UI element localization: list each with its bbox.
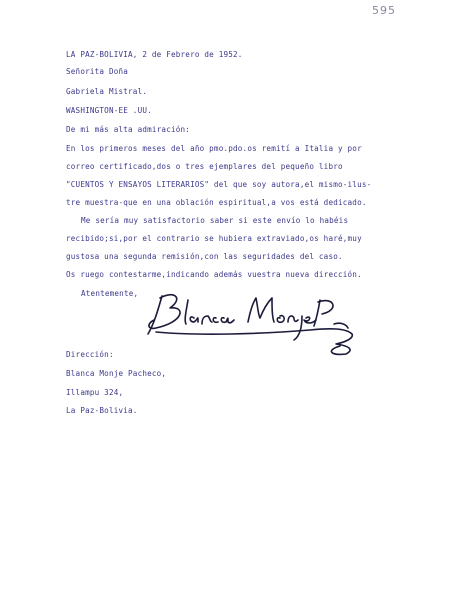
body-line: tre muestra-que en una oblación espiritual,a vos está dedicado. xyxy=(66,198,367,207)
address-line: La Paz-Bolivia. xyxy=(66,406,138,415)
date-line: LA PAZ-BOLIVIA, 2 de Febrero de 1952. xyxy=(66,50,243,59)
body-line: gustosa una segunda remisión,con las seguridades del caso. xyxy=(66,252,343,261)
body-line: Me sería muy satisfactorio saber si este envío lo habéis xyxy=(81,216,349,225)
closing: Atentemente, xyxy=(81,289,139,298)
recipient-location: WASHINGTON-EE .UU. xyxy=(66,106,152,115)
body-line: recibido;si,por el contrario se hubiera extraviado,os haré,muy xyxy=(66,234,362,243)
address-label: Dirección: xyxy=(66,350,114,359)
body-line: correo certificado,dos o tres ejemplares del pequeño libro xyxy=(66,162,343,171)
archive-number-annotation: 595 xyxy=(372,4,396,17)
greeting: De mi más alta admiración: xyxy=(66,125,191,134)
address-line: Illampu 324, xyxy=(66,388,124,397)
body-line: Os ruego contestarme,indicando además vuestra nueva dirección. xyxy=(66,270,362,279)
body-line: "CUENTOS Y ENSAYOS LITERARIOS" del que soy autora,el mismo-ilus- xyxy=(66,180,372,189)
recipient-name: Gabriela Mistral. xyxy=(66,87,148,96)
handwritten-signature xyxy=(140,288,360,358)
body-line: En los primeros meses del año pmo.pdo.os remití a Italia y por xyxy=(66,144,362,153)
salutation-title: Señorita Doña xyxy=(66,67,129,76)
address-line: Blanca Monje Pacheco, xyxy=(66,369,167,378)
